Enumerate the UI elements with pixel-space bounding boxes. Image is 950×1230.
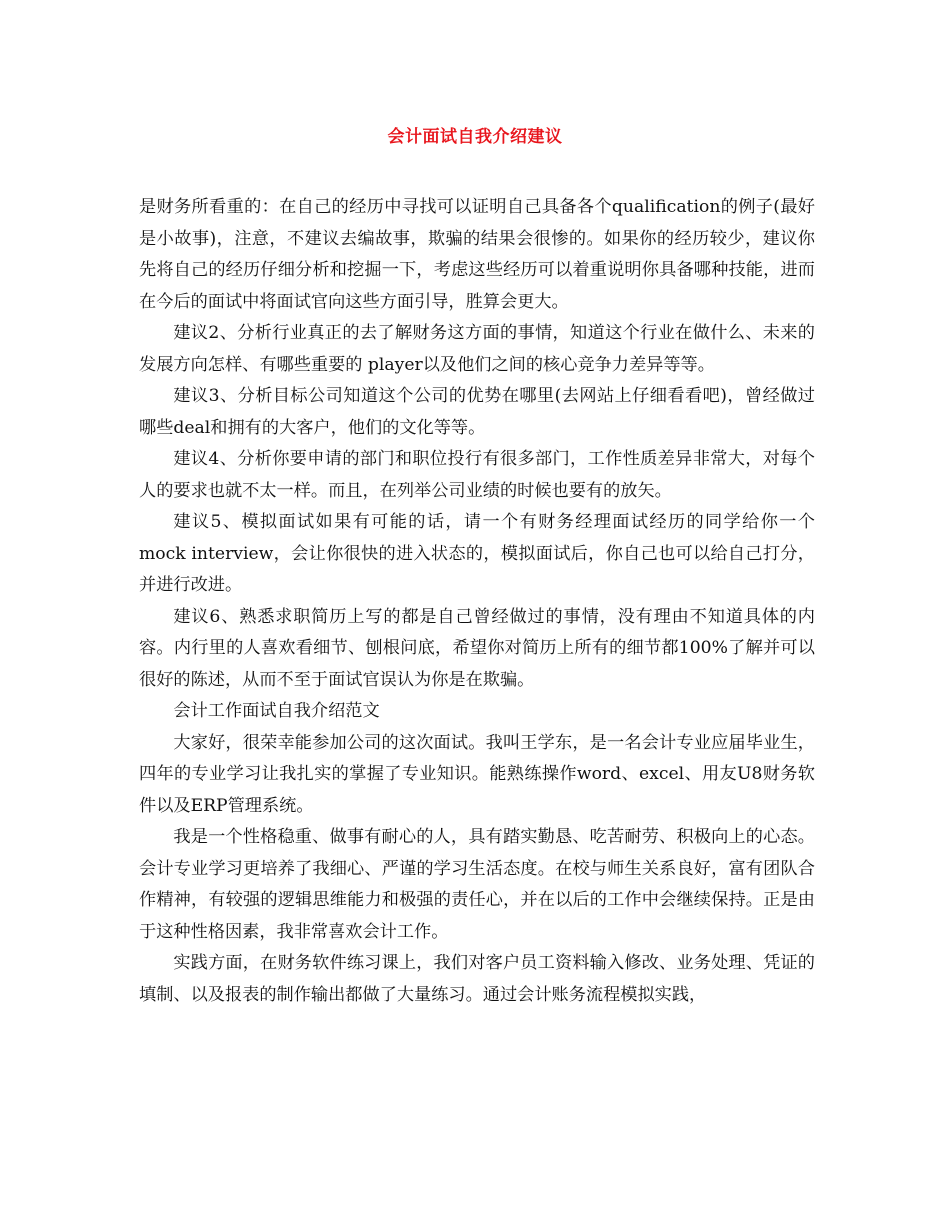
document-body bbox=[139, 192, 815, 1011]
paragraph-intro: 是财务所看重的：在自己的经历中寻找可以证明自己具备各个qualification的例子(最好是小故事)，注意，不建议去编故事，欺骗的结果会很惨的。如果你的经历较少，建议你先将自己的经历仔细分析和挖掘一下，考虑这些经历可以着重说明你具备哪种技能，进而在今后的面试中将面试官向这些方面引导，胜算会更大。 bbox=[139, 197, 815, 312]
paragraph-sample-personality: 我是一个性格稳重、做事有耐心的人，具有踏实勤恳、吃苦耐劳、积极向上的心态。会计专业学习更培养了我细心、严谨的学习生活态度。在校与师生关系良好，富有团队合作精神，有较强的逻辑思维能力和极强的责任心，并在以后的工作中会继续保持。正是由于这种性格因素，我非常喜欢会计工作。 bbox=[139, 827, 815, 942]
paragraph-suggestion-3: 建议3、分析目标公司知道这个公司的优势在哪里(去网站上仔细看看吧)，曾经做过哪些deal和拥有的大客户，他们的文化等等。 bbox=[139, 386, 815, 438]
paragraph-suggestion-4: 建议4、分析你要申请的部门和职位投行有很多部门，工作性质差异非常大，对每个人的要求也就不太一样。而且，在列举公司业绩的时候也要有的放矢。 bbox=[139, 449, 815, 501]
paragraph-sample-practice: 实践方面，在财务软件练习课上，我们对客户员工资料输入修改、业务处理、凭证的填制、以及报表的制作输出都做了大量练习。通过会计账务流程模拟实践， bbox=[139, 953, 815, 1005]
paragraph-suggestion-6: 建议6、熟悉求职简历上写的都是自己曾经做过的事情，没有理由不知道具体的内容。内行里的人喜欢看细节、刨根问底，希望你对简历上所有的细节都100%了解并可以很好的陈述，从而不至于面试官误认为你是在欺骗。 bbox=[139, 606, 815, 690]
document-title: 会计面试自我介绍建议 bbox=[387, 127, 563, 147]
section-heading-sample: 会计工作面试自我介绍范文 bbox=[173, 701, 380, 721]
paragraph-suggestion-2: 建议2、分析行业真正的去了解财务这方面的事情，知道这个行业在做什么、未来的发展方向怎样、有哪些重要的 player以及他们之间的核心竞争力差异等等。 bbox=[139, 323, 815, 375]
paragraph-suggestion-5: 建议5、模拟面试如果有可能的话，请一个有财务经理面试经历的同学给你一个mock interview，会让你很快的进入状态的，模拟面试后，你自己也可以给自己打分，并进行改进。 bbox=[139, 512, 815, 595]
paragraph-sample-intro: 大家好，很荣幸能参加公司的这次面试。我叫王学东，是一名会计专业应届毕业生，四年的专业学习让我扎实的掌握了专业知识。能熟练操作word、excel、用友U8财务软件以及ERP管理系统。 bbox=[139, 732, 815, 816]
